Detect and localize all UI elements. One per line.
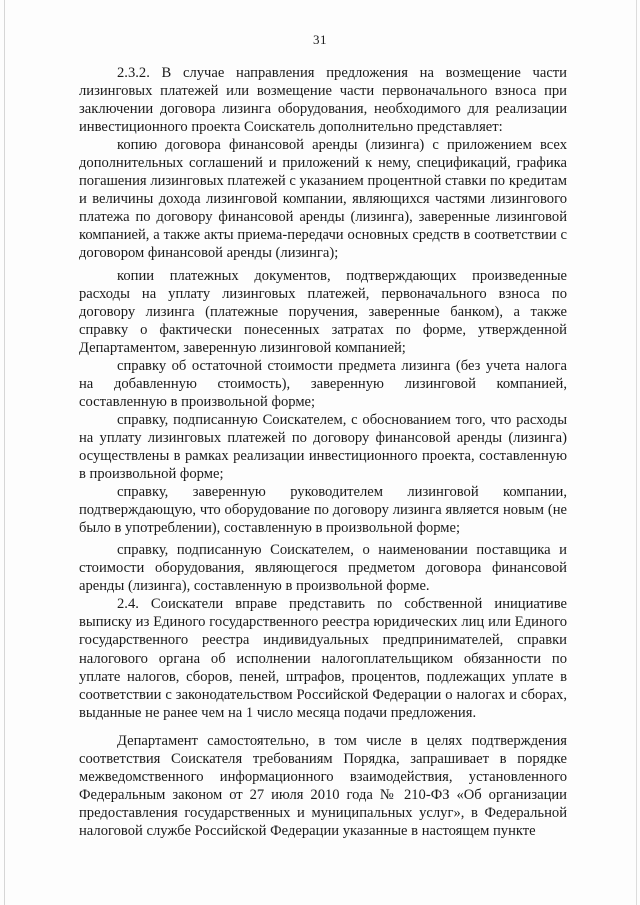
paragraph-2-4: 2.4. Соискатели вправе представить по собственной инициативе выписку из Единого государственного реестра юридических лиц или Единого государственного реестра индивидуальных предпринимателей, справки налогового органа об исполнении налогоплательщиком обязанности по уплате налогов, сборов, пеней, штрафов, процентов, подлежащих уплате в соответствии с законодательством Российской Федерации о налогах и сборах, выданные не ранее чем на 1 число месяца подачи предложения. bbox=[79, 596, 567, 721]
page-right-edge bbox=[636, 0, 637, 905]
document-body bbox=[79, 64, 567, 840]
page-left-edge bbox=[4, 0, 5, 905]
paragraph-2-3-2: 2.3.2. В случае направления предложения на возмещение части лизинговых платежей или возмещение части первоначального взноса при заключении договора лизинга оборудования, необходимого для реализации инвестиционного проекта Соискатель дополнительно представляет: bbox=[79, 65, 567, 136]
paragraph-department-request: Департамент самостоятельно, в том числе в целях подтверждения соответствия Соискателя требованиям Порядка, запрашивает в порядке межведомственного информационного взаимодействия, установленного Федеральным законом от 27 июля 2010 года № 210-ФЗ «Об организации предоставления государственных и муниципальных услуг», в Федеральной налоговой службе Российской Федерации указанные в настоящем пункте bbox=[79, 732, 567, 839]
paragraph-residual-value-certificate: справку об остаточной стоимости предмета лизинга (без учета налога на добавленную стоимость), заверенную лизинговой компанией, составленную в произвольной форме; bbox=[79, 357, 567, 410]
paragraph-lease-contract-copy: копию договора финансовой аренды (лизинга) с приложением всех дополнительных соглашений и приложений к нему, спецификаций, графика погашения лизинговых платежей с указанием процентной ставки по кредитам и величины дохода лизинговой компании, являющихся частями лизингового платежа по договору финансовой аренды (лизинга), заверенные лизинговой компанией, а также акты приема-передачи основных средств в соответствии с договором финансовой аренды (лизинга); bbox=[79, 137, 567, 262]
paragraph-expenses-justification: справку, подписанную Соискателем, с обоснованием того, что расходы на уплату лизинговых платежей по договору финансовой аренды (лизинга) осуществлены в рамках реализации инвестиционного проекта, составленную в произвольной форме; bbox=[79, 411, 567, 483]
paragraph-new-equipment-certificate: справку, заверенную руководителем лизинговой компании, подтверждающую, что оборудование по договору лизинга является новым (не было в употреблении), составленную в произвольной форме; bbox=[79, 484, 567, 537]
page-number: 31 bbox=[313, 32, 327, 47]
paragraph-payment-documents: копии платежных документов, подтверждающих произведенные расходы на уплату лизинговых платежей, первоначального взноса по договору лизинга (платежные поручения, заверенные банком), а также справку о фактически понесенных затратах по форме, утвержденной Департаментом, заверенную лизинговой компанией; bbox=[79, 267, 567, 356]
paragraph-supplier-certificate: справку, подписанную Соискателем, о наименовании поставщика и стоимости оборудования, являющегося предметом договора финансовой аренды (лизинга), составленную в произвольной форме. bbox=[79, 542, 567, 595]
